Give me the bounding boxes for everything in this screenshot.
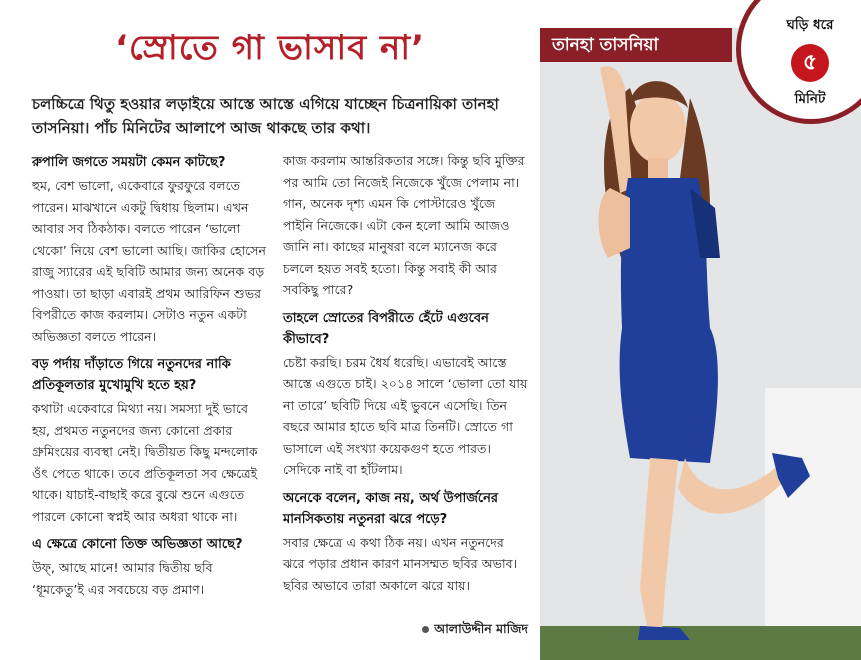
question-4: তাহলে স্রোতের বিপরীতে হেঁটে এগুবেন কীভাবে? (283, 310, 489, 347)
question-3: এ ক্ষেত্রে কোনো তিক্ত অভিজ্ঞতা আছে? (32, 537, 243, 552)
headline: ‘স্রোতে গা ভাসাব না’ (114, 28, 426, 68)
badge-bottom-text: মিনিট (794, 91, 826, 107)
badge-top-text: ঘড়ি ধরে (786, 17, 834, 33)
answer-4: চেষ্টা করছি। চরম ধৈর্য ধরেছি। এভাবেই আস্তে আস্তে এগুতে চাই। ২০১৪ সালে ‘ভোলা তো যায় না তারে’ ছবিটি দিয়ে এই ভুবনে এসেছি। তিন বছরে আমার হাতে ছবি মাত্র তিনটি। স্রোতে গা ভাসালে এই সংখ্যা কয়েকগুণ হতে পারত। সেদিকে নাই বা হাঁটলাম। (283, 354, 528, 477)
question-1: রুপালি জগতে সময়টা কেমন কাটছে? (32, 155, 226, 170)
byline (400, 621, 528, 641)
byline-dot-icon (422, 626, 429, 633)
column-1 (32, 150, 267, 607)
answer-2: কথাটা একেবারে মিথ্যা নয়। সমস্যা দুই ভাবে হয়, প্রথমত নতুনদের জন্য কোনো প্রকার গ্রুমিংয়ের ব্যবস্থা নেই। দ্বিতীয়ত কিছু মন্দলোক ওঁৎ পেতে থাকে। তবে প্রতিকূলতা সব ক্ষেত্রেই থাকে। যাচাই-বাছাই করে বুঝে শুনে এগুতে পারলে কোনো স্বপ্নই আর অধরা থাকে না। (32, 401, 258, 524)
answer-3-continued: কাজ করলাম আন্তরিকতার সঙ্গে। কিন্তু ছবি মুক্তির পর আমি তো নিজেই নিজেকে খুঁজে পেলাম না। গান, অনেক দৃশ্য এমন কি পোস্টারেও খুঁজে পাইনি নিজেকে। এটা কেন হলো আমি আজও জানি না। কাছের মানুষরা বলে ম্যানেজ করে চললে হয়ত সবই হতো। কিন্তু সবাই কী আর সবকিছু পারে? (283, 153, 525, 297)
question-5: অনেকে বলেন, কাজ নয়, অর্থ উপার্জনের মানসিকতায় নতুনরা ঝরে পড়ে? (283, 490, 499, 527)
intro-text: চলচ্চিত্রে থিতু হওয়ার লড়াইয়ে আস্তে আস্তে এগিয়ে যাচ্ছেন চিত্রনায়িকা তানহা তাসনিয়া। পাঁচ মিনিটের আলাপে আজ থাকছে তার কথা। (32, 95, 499, 137)
answer-5: সবার ক্ষেত্রে এ কথা ঠিক নয়। এখন নতুনদের ঝরে পড়ার প্রধান কারণ মানসম্মত ছবির অভাব। ছবির অভাবে তারা অকালে ঝরে যায়। (283, 534, 518, 593)
question-2: বড় পর্দায় দাঁড়াতে গিয়ে নতুনদের নাকি প্রতিকূলতার মুখোমুখি হতে হয়? (32, 357, 231, 393)
name-label: তানহা তাসনিয়া (540, 28, 732, 62)
badge-number: ৫ (791, 44, 829, 82)
answer-3: উফ্, আছে মানে! আমার দ্বিতীয় ছবি ‘ধূমকেতু’ই এর সবচেয়ে বড় প্রমাণ। (32, 560, 213, 597)
column-2 (283, 150, 528, 603)
byline-author: আলাউদ্দীন মাজিদ (434, 621, 528, 636)
answer-1: হুম, বেশ ভালো, একেবারে ফুরফুরে বলতে পারেন। মাঝখানে একটু দ্বিধায় ছিলাম। এখন আবার সব ঠিকঠাক। বলতে পারেন ‘ভালো থেকো’ নিয়ে বেশ ভালো আছি। জাকির হোসেন রাজু স্যারের এই ছবিটি আমার জন্য অনেক বড় পাওয়া। তা ছাড়া এবারই প্রথম আরিফিন শুভর বিপরীতে কাজ করলাম। সেটাও নতুন একটা অভিজ্ঞতা বলতে পারেন। (32, 178, 267, 344)
